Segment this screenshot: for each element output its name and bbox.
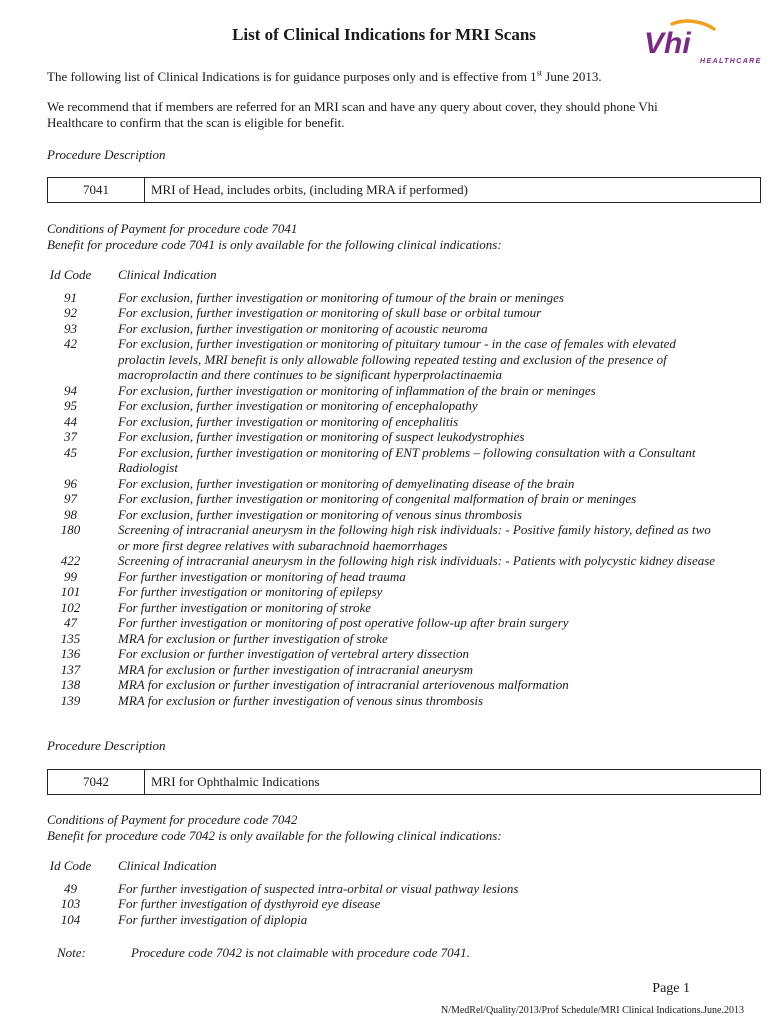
indication-id-code: 97 [64, 491, 77, 506]
indication-text: For further investigation or monitoring of epilepsy [118, 584, 383, 599]
indication-id-code: 99 [64, 568, 77, 584]
indication-text: For exclusion, further investigation or monitoring of inflammation of the brain or meninges [118, 382, 596, 398]
document-reference: N/MedRel/Quality/2013/Prof Schedule/MRI Clinical Indications.June.2013 [440, 1005, 744, 1016]
procedure-code-box [47, 177, 761, 203]
indication-text: For exclusion, further investigation or monitoring of acoustic neuroma [118, 320, 488, 336]
list-header [47, 858, 747, 874]
indication-row [47, 912, 747, 928]
page-title: List of Clinical Indications for MRI Scans [232, 25, 536, 44]
indication-text: For further investigation of dysthyroid eye disease [118, 896, 381, 911]
logo-subtext: HEALTHCARE [700, 58, 762, 65]
indication-text: MRA for exclusion or further investigation of stroke [118, 630, 388, 646]
indication-row [47, 445, 747, 476]
indication-row [47, 476, 747, 492]
indication-row [47, 896, 747, 912]
indication-id-code: 136 [60, 646, 81, 661]
indication-row [47, 507, 747, 523]
indication-row [47, 398, 747, 414]
indication-row [47, 569, 747, 585]
id-code-header: Id Code [49, 858, 92, 873]
indication-row [47, 662, 747, 678]
indication-row [47, 693, 747, 709]
indication-text: For further investigation or monitoring of stroke [118, 599, 372, 615]
indication-row [47, 290, 747, 306]
indication-row [47, 383, 747, 399]
indication-rows [47, 290, 747, 709]
indication-id-code: 49 [64, 880, 77, 896]
indication-text: MRA for exclusion or further investigation of intracranial arteriovenous malformation [118, 677, 569, 692]
indication-text: For exclusion, further investigation or monitoring of congenital malformation of brain or meninges [118, 491, 637, 506]
intro-paragraph-effective-date: The following list of Clinical Indications is for guidance purposes only and is effective from 1st June 2013. [47, 68, 602, 84]
logo-text: Vhi [644, 27, 691, 60]
indication-row [47, 631, 747, 647]
procedure-code: 7041 [48, 178, 145, 202]
note [47, 945, 747, 961]
vhi-logo [642, 20, 762, 66]
clinical-indication-header: Clinical Indication [118, 267, 217, 282]
indication-id-code: 139 [60, 692, 81, 708]
procedure-description: MRI of Head, includes orbits, (including MRA if performed) [151, 182, 468, 197]
conditions-of-payment: Conditions of Payment for procedure code 7041 Benefit for procedure code 7041 is only available for the following clinical indications: [47, 221, 502, 252]
procedure-code: 7042 [48, 770, 145, 794]
indication-id-code: 37 [64, 429, 77, 444]
indication-id-code: 91 [64, 289, 77, 305]
indication-rows [47, 881, 747, 928]
id-code-header: Id Code [49, 267, 92, 282]
indication-row [47, 336, 747, 383]
indication-text: MRA for exclusion or further investigation of venous sinus thrombosis [118, 692, 484, 708]
indication-text: For further investigation or monitoring of head trauma [118, 568, 406, 584]
indication-row [47, 491, 747, 507]
conditions-of-payment: Conditions of Payment for procedure code 7042 Benefit for procedure code 7042 is only available for the following clinical indications: [47, 812, 502, 843]
indication-id-code: 44 [64, 413, 77, 429]
indication-row [47, 646, 747, 662]
list-header [47, 267, 747, 283]
indication-row [47, 553, 747, 569]
indication-id-code: 102 [60, 599, 81, 615]
indication-row [47, 600, 747, 616]
indication-text: Screening of intracranial aneurysm in the following high risk individuals: - Patients with polycystic kidney disease [118, 553, 716, 568]
indication-text: For further investigation of diplopia [118, 911, 308, 927]
indication-id-code: 422 [60, 553, 81, 568]
indication-row [47, 522, 747, 553]
indication-id-code: 180 [60, 522, 81, 537]
indication-row [47, 321, 747, 337]
indication-row [47, 429, 747, 445]
indication-text: For exclusion, further investigation or monitoring of encephalitis [118, 413, 459, 429]
procedure-code-box [47, 769, 761, 795]
indication-id-code: 98 [64, 506, 77, 522]
indication-id-code: 94 [64, 382, 77, 398]
indication-text: For exclusion, further investigation or monitoring of venous sinus thrombosis [118, 506, 522, 522]
indication-id-code: 137 [60, 661, 81, 677]
vhi-logo-graphic [642, 20, 762, 66]
indication-id-code: 47 [64, 615, 77, 630]
indication-text: For exclusion, further investigation or monitoring of skull base or orbital tumour [118, 305, 542, 320]
procedure-description-label: Procedure Description [47, 147, 166, 162]
indication-text: For further investigation of suspected intra-orbital or visual pathway lesions [118, 880, 519, 896]
indication-row [47, 414, 747, 430]
indication-text: For exclusion, further investigation or monitoring of ENT problems – following consultation with a Consultant Radiologist [118, 444, 696, 475]
indication-id-code: 96 [64, 475, 77, 491]
indication-text: Screening of intracranial aneurysm in the following high risk individuals: - Positive family history, defined as two or more first degree relatives with subarachnoid haemorrhages [118, 522, 711, 553]
indication-text: For exclusion, further investigation or monitoring of tumour of the brain or meninges [118, 289, 564, 305]
indication-id-code: 93 [64, 320, 77, 336]
indication-id-code: 95 [64, 398, 77, 413]
indication-row [47, 615, 747, 631]
indication-text: MRA for exclusion or further investigation of intracranial aneurysm [118, 661, 474, 677]
page-number: Page 1 [652, 981, 690, 996]
note-text: Procedure code 7042 is not claimable with procedure code 7041. [131, 945, 470, 960]
indication-row [47, 584, 747, 600]
intro-paragraph-recommendation: We recommend that if members are referred for an MRI scan and have any query about cover, they should phone Vhi Healthcare to confirm that the scan is eligible for benefit. [47, 99, 658, 130]
clinical-indication-header: Clinical Indication [118, 858, 217, 873]
indication-row [47, 881, 747, 897]
clinical-indications-list [47, 267, 747, 708]
indication-id-code: 138 [60, 677, 81, 692]
indication-id-code: 92 [64, 305, 77, 320]
indication-id-code: 101 [60, 584, 81, 599]
clinical-indications-list [47, 858, 747, 927]
indication-id-code: 103 [60, 896, 81, 911]
indication-text: For exclusion, further investigation or monitoring of suspect leukodystrophies [118, 429, 525, 444]
procedure-description: MRI for Ophthalmic Indications [151, 774, 320, 789]
indication-text: For exclusion, further investigation or monitoring of pituitary tumour - in the case of females with elevated prolactin levels, MRI benefit is only allowable following repeated testing and exclusion of the presence of macroprolactin and there continues to be significant hyperprolactinaemia [118, 336, 676, 382]
indication-id-code: 104 [60, 911, 81, 927]
indication-text: For further investigation or monitoring of post operative follow-up after brain surgery [118, 615, 569, 630]
note-label: Note: [57, 945, 86, 960]
indication-id-code: 45 [64, 444, 77, 460]
indication-id-code: 42 [64, 336, 77, 351]
indication-text: For exclusion, further investigation or monitoring of demyelinating disease of the brain [118, 475, 575, 491]
procedure-description-label: Procedure Description [47, 738, 166, 753]
indication-row [47, 305, 747, 321]
indication-id-code: 135 [60, 630, 81, 646]
indication-row [47, 677, 747, 693]
indication-text: For exclusion, further investigation or monitoring of encephalopathy [118, 398, 478, 413]
indication-text: For exclusion or further investigation of vertebral artery dissection [118, 646, 469, 661]
